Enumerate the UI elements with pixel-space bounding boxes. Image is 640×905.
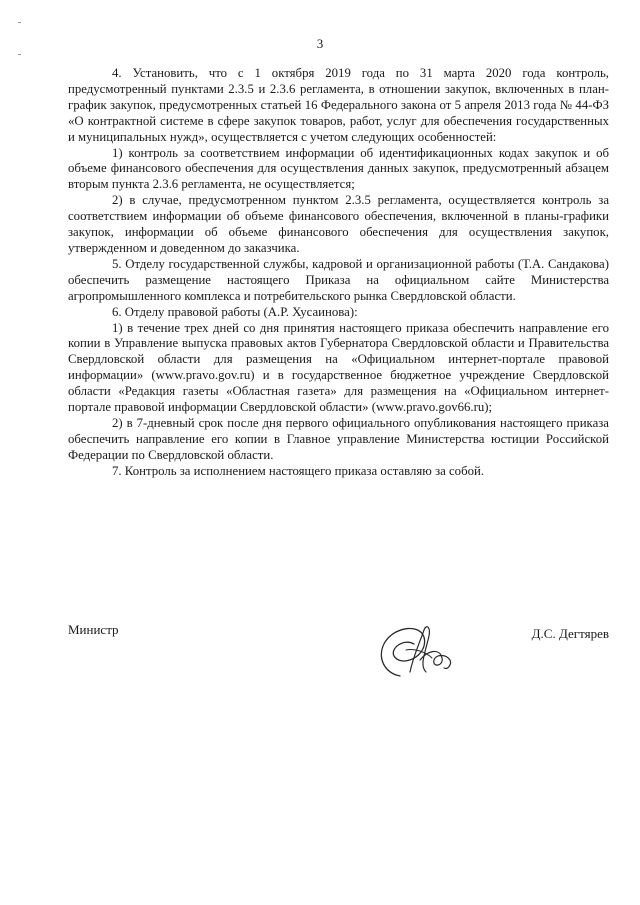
paragraph-item-4: 4. Установить, что с 1 октября 2019 года по 31 марта 2020 года контроль, предусмотренный пунктами 2.3.5 и 2.3.6 регламента, в отношении закупок, включенных в план-график закупок, предусмотренных статьей 16 Федерального закона от 5 апреля 2013 года № 44-ФЗ «О контрактной системе в сфере закупок товаров, работ, услуг для обеспечения государственных и муниципальных нужд», осуществляется с учетом следующих особенностей: — [68, 66, 609, 144]
paragraph-subitem-6-2: 2) в 7-дневный срок после дня первого официального опубликования настоящего приказа обеспечить направление его копии в Главное управление Министерства юстиции Российской Федерации по Свердловской области. — [68, 415, 609, 462]
paragraph-item-7: 7. Контроль за исполнением настоящего приказа оставляю за собой. — [112, 463, 485, 478]
scan-edge-mark — [18, 54, 21, 55]
signer-name: Д.С. Дегтярев — [531, 626, 609, 641]
page-number: 3 — [316, 36, 324, 51]
signer-title: Министр — [68, 622, 119, 637]
scan-edge-mark — [18, 22, 21, 23]
paragraph-item-5: 5. Отделу государственной службы, кадровой и организационной работы (Т.А. Сандакова) обеспечить размещение настоящего Приказа на официальном сайте Министерства агропромышленного комплекса и потребительского рынка Свердловской области. — [68, 256, 609, 303]
paragraph-subitem-6-1: 1) в течение трех дней со дня принятия настоящего приказа обеспечить направление его копии в Управление выпуска правовых актов Губернатора Свердловской области и Правительства Свердловской области для размещения на «Официальном интернет-портале правовой информации» (www.pravo.gov.ru) и в государственное бюджетное учреждение Свердловской области «Редакция газеты «Областная газета» для размещения на «Официальном интернет-портале правовой информации Свердловской области» (www.pravo.gov66.ru); — [68, 320, 609, 415]
document-body — [68, 66, 609, 480]
signature-block — [68, 620, 609, 690]
paragraph-subitem-4-2: 2) в случае, предусмотренном пунктом 2.3.5 регламента, осуществляется контроль за соответствием информации об объеме финансового обеспечения, включенной в планы-графики закупок, информации об объеме финансового обеспечения для осуществления закупок, утвержденном и доведенном до заказчика. — [68, 193, 609, 255]
paragraph-subitem-4-1: 1) контроль за соответствием информации об идентификационных кодах закупок и об объеме финансового обеспечения для осуществления данных закупок, предусмотренный абзацем вторым пункта 2.3.6 регламента, не осуществляется; — [68, 145, 609, 192]
handwritten-signature — [370, 620, 456, 686]
paragraph-item-6: 6. Отделу правовой работы (А.Р. Хусаинова): — [112, 304, 358, 319]
